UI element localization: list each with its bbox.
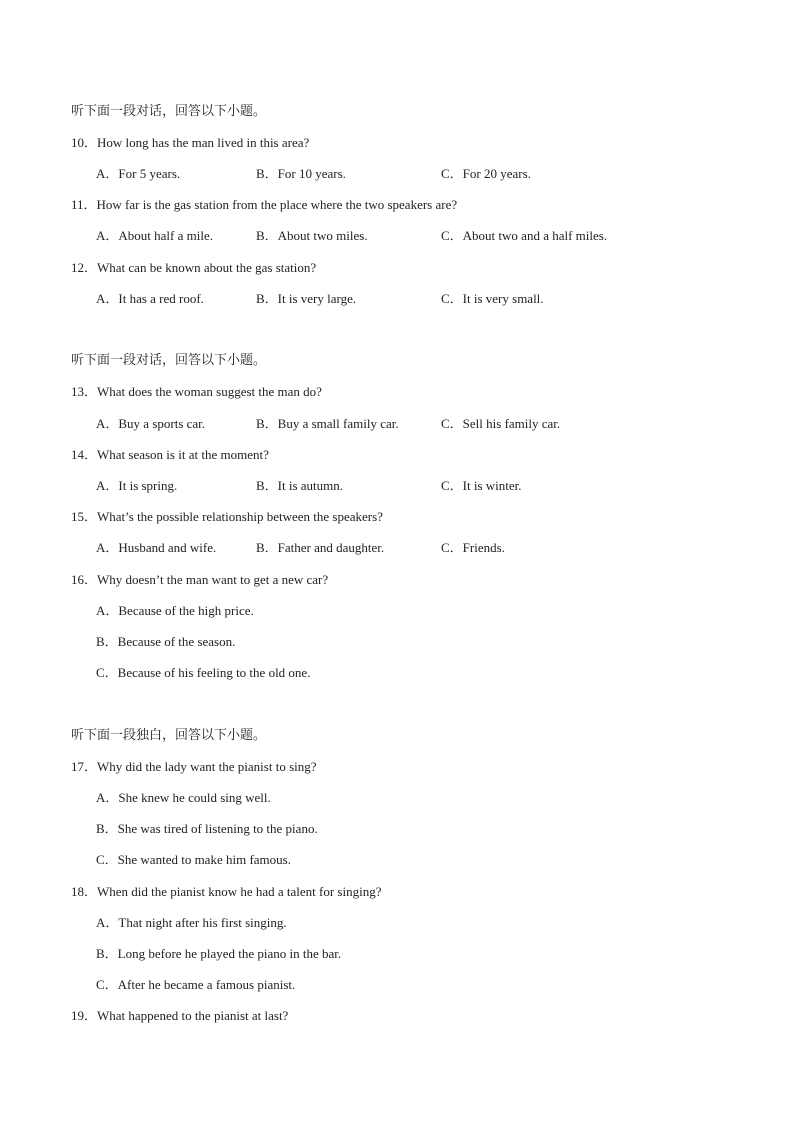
question-16: 16．Why doesn’t the man want to get a new car? <box>71 572 329 587</box>
option-15-a: A．Husband and wife. <box>96 540 217 555</box>
question-11: 11．How far is the gas station from the place where the two speakers are? <box>71 197 458 212</box>
option-11-a: A．About half a mile. <box>96 228 213 243</box>
question-12: 12．What can be known about the gas station? <box>71 260 317 275</box>
option-17-b: B．She was tired of listening to the piano. <box>96 821 318 836</box>
option-14-b: B．It is autumn. <box>256 478 344 493</box>
option-11-b: B．About two miles. <box>256 228 368 243</box>
option-16-b: B．Because of the season. <box>96 634 236 649</box>
option-10-c: C．For 20 years. <box>441 166 531 181</box>
section-heading: 听下面一段对话，回答以下小题。 <box>71 353 267 368</box>
question-14: 14．What season is it at the moment? <box>71 447 269 462</box>
option-18-c: C．After he became a famous pianist. <box>96 977 296 992</box>
question-19: 19．What happened to the pianist at last? <box>71 1008 289 1023</box>
option-12-a: A．It has a red roof. <box>96 291 204 306</box>
option-18-b: B．Long before he played the piano in the bar. <box>96 946 342 961</box>
option-14-a: A．It is spring. <box>96 478 178 493</box>
question-10: 10．How long has the man lived in this area? <box>71 135 310 150</box>
option-10-b: B．For 10 years. <box>256 166 346 181</box>
option-16-c: C．Because of his feeling to the old one. <box>96 665 311 680</box>
question-13: 13．What does the woman suggest the man do? <box>71 384 322 399</box>
question-15: 15．What’s the possible relationship between the speakers? <box>71 509 383 524</box>
option-16-a: A．Because of the high price. <box>96 603 254 618</box>
option-13-c: C．Sell his family car. <box>441 416 561 431</box>
option-17-a: A．She knew he could sing well. <box>96 790 271 805</box>
option-18-a: A．That night after his first singing. <box>96 915 287 930</box>
option-12-b: B．It is very large. <box>256 291 357 306</box>
section-heading: 听下面一段对话，回答以下小题。 <box>71 104 267 119</box>
question-18: 18．When did the pianist know he had a talent for singing? <box>71 884 382 899</box>
option-17-c: C．She wanted to make him famous. <box>96 852 291 867</box>
option-15-b: B．Father and daughter. <box>256 540 385 555</box>
option-11-c: C．About two and a half miles. <box>441 228 608 243</box>
option-15-c: C．Friends. <box>441 540 505 555</box>
option-13-b: B．Buy a small family car. <box>256 416 399 431</box>
question-17: 17．Why did the lady want the pianist to sing? <box>71 759 317 774</box>
option-10-a: A．For 5 years. <box>96 166 181 181</box>
option-13-a: A．Buy a sports car. <box>96 416 206 431</box>
section-heading: 听下面一段独白，回答以下小题。 <box>71 728 267 743</box>
option-12-c: C．It is very small. <box>441 291 544 306</box>
option-14-c: C．It is winter. <box>441 478 522 493</box>
